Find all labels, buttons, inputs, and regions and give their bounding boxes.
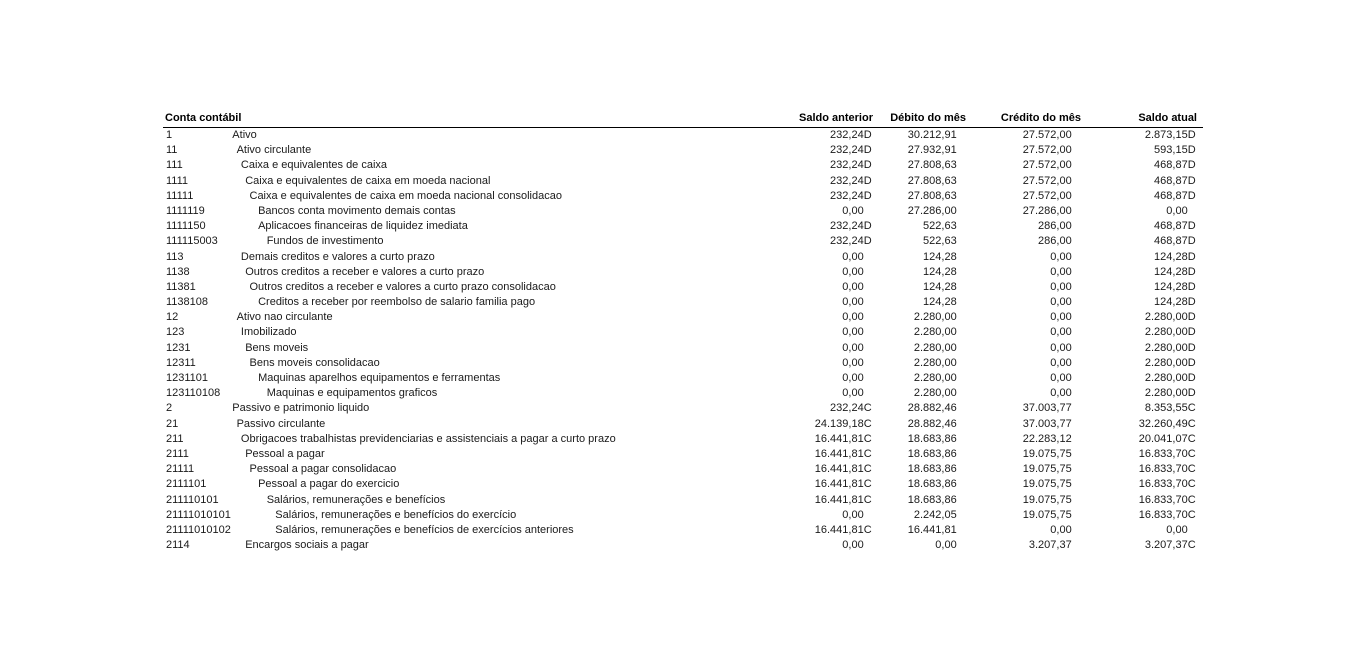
debit-credit-suffix: C xyxy=(1187,478,1196,491)
table-row xyxy=(163,189,1203,204)
debit-credit-suffix: C xyxy=(1187,402,1196,415)
debit-credit-suffix: D xyxy=(863,235,872,248)
table-row xyxy=(163,250,1203,265)
debito-do-mes-value: 2.280,00 xyxy=(836,371,966,386)
account-code: 2 xyxy=(166,402,173,415)
debito-do-mes-value: 18.683,86 xyxy=(836,477,966,492)
debit-credit-suffix: D xyxy=(1187,250,1196,263)
saldo-atual-value: 2.280,00 D xyxy=(1067,325,1197,340)
saldo-atual-value: 2.280,00 D xyxy=(1067,386,1197,401)
credito-do-mes-value: 0,00 xyxy=(951,523,1081,538)
saldo-anterior-value: 0,00 xyxy=(743,356,873,371)
debit-credit-suffix: D xyxy=(1187,220,1196,233)
saldo-atual-value: 8.353,55 C xyxy=(1067,401,1197,416)
credito-do-mes-value: 0,00 xyxy=(951,356,1081,371)
account-code: 123 xyxy=(166,326,185,339)
debit-credit-suffix: C xyxy=(1187,508,1196,521)
account-description: Salários, remunerações e benefícios do exercício xyxy=(275,508,517,521)
saldo-atual-value: 124,28 D xyxy=(1067,280,1197,295)
saldo-atual-value: 2.873,15 D xyxy=(1067,128,1197,143)
account-description: Caixa e equivalentes de caixa xyxy=(240,159,388,172)
saldo-anterior-value: 16.441,81 C xyxy=(743,462,873,477)
debito-do-mes-value: 2.280,00 xyxy=(836,356,966,371)
debito-do-mes-value: 27.932,91 xyxy=(836,143,966,158)
debito-do-mes-value: 16.441,81 xyxy=(836,523,966,538)
account-code: 211110101 xyxy=(166,493,219,506)
credito-do-mes-value: 0,00 xyxy=(951,295,1081,310)
debito-do-mes-value: 2.280,00 xyxy=(836,341,966,356)
debit-credit-suffix: C xyxy=(863,463,872,476)
saldo-atual-value: 20.041,07 C xyxy=(1067,432,1197,447)
debito-do-mes-value: 27.808,63 xyxy=(836,189,966,204)
debit-credit-suffix: D xyxy=(1187,189,1196,202)
column-header-saldo-atual: Saldo atual xyxy=(1138,112,1197,124)
table-row xyxy=(163,417,1203,432)
debit-credit-suffix: D xyxy=(1187,387,1196,400)
debit-credit-suffix: C xyxy=(863,432,872,445)
table-row xyxy=(163,371,1203,386)
account-code: 2114 xyxy=(166,539,190,552)
table-row xyxy=(163,310,1203,325)
account-description: Fundos de investimento xyxy=(266,235,384,248)
debit-credit-suffix: D xyxy=(863,189,872,202)
saldo-anterior-value: 16.441,81 C xyxy=(743,447,873,462)
credito-do-mes-value: 19.075,75 xyxy=(951,493,1081,508)
credito-do-mes-value: 19.075,75 xyxy=(951,508,1081,523)
debit-credit-suffix: C xyxy=(1187,493,1196,506)
table-row xyxy=(163,128,1203,143)
debit-credit-suffix: D xyxy=(1187,235,1196,248)
saldo-atual-value: 468,87 D xyxy=(1067,189,1197,204)
debito-do-mes-value: 124,28 xyxy=(836,280,966,295)
account-code: 21 xyxy=(166,417,179,430)
debit-credit-suffix: D xyxy=(1187,341,1196,354)
account-code: 11111 xyxy=(166,189,194,202)
account-code: 111115003 xyxy=(166,235,218,248)
debit-credit-suffix: D xyxy=(1187,296,1196,309)
saldo-anterior-value: 16.441,81 C xyxy=(743,477,873,492)
saldo-atual-value: 124,28 D xyxy=(1067,250,1197,265)
account-code: 211 xyxy=(166,432,184,445)
credito-do-mes-value: 0,00 xyxy=(951,250,1081,265)
debit-credit-suffix: D xyxy=(1187,159,1196,172)
account-code: 21111010101 xyxy=(166,508,231,521)
account-description: Bens moveis xyxy=(245,341,309,354)
credito-do-mes-value: 37.003,77 xyxy=(951,417,1081,432)
account-code: 2111101 xyxy=(166,478,207,491)
credito-do-mes-value: 22.283,12 xyxy=(951,432,1081,447)
saldo-atual-value: 16.833,70 C xyxy=(1067,462,1197,477)
saldo-anterior-value: 232,24 D xyxy=(743,234,873,249)
debit-credit-suffix: C xyxy=(1187,417,1196,430)
table-body xyxy=(163,128,1203,552)
debit-credit-suffix: D xyxy=(863,174,872,187)
saldo-anterior-value: 16.441,81 C xyxy=(743,523,873,538)
account-code: 11381 xyxy=(166,280,196,293)
saldo-atual-value: 124,28 D xyxy=(1067,295,1197,310)
account-code: 1138108 xyxy=(166,296,209,309)
credito-do-mes-value: 0,00 xyxy=(951,265,1081,280)
credito-do-mes-value: 0,00 xyxy=(951,386,1081,401)
table-header-row xyxy=(163,109,1203,128)
account-code: 1231101 xyxy=(166,372,209,384)
column-header-saldo-anterior: Saldo anterior xyxy=(799,112,873,124)
debito-do-mes-value: 124,28 xyxy=(836,295,966,310)
account-description: Pessoal a pagar consolidacao xyxy=(249,463,397,476)
credito-do-mes-value: 19.075,75 xyxy=(951,462,1081,477)
debito-do-mes-value: 27.286,00 xyxy=(836,204,966,219)
saldo-anterior-value: 0,00 xyxy=(743,250,873,265)
account-code: 111 xyxy=(166,159,183,172)
debit-credit-suffix xyxy=(1188,204,1197,219)
account-description: Passivo e patrimonio liquido xyxy=(232,402,370,415)
debito-do-mes-value: 522,63 xyxy=(836,234,966,249)
table-row xyxy=(163,523,1203,538)
account-code: 12 xyxy=(166,311,179,324)
table-row xyxy=(163,356,1203,371)
saldo-anterior-value: 0,00 xyxy=(743,371,873,386)
debito-do-mes-value: 124,28 xyxy=(836,265,966,280)
account-description: Ativo xyxy=(232,129,257,141)
debit-credit-suffix: C xyxy=(1187,463,1196,476)
saldo-atual-value: 32.260,49 C xyxy=(1067,417,1197,432)
table-row xyxy=(163,234,1203,249)
saldo-atual-value: 124,28 D xyxy=(1067,265,1197,280)
account-description: Outros creditos a receber e valores a curto prazo consolidacao xyxy=(249,280,556,293)
debit-credit-suffix: D xyxy=(863,220,872,233)
credito-do-mes-value: 27.572,00 xyxy=(951,143,1081,158)
table-row xyxy=(163,447,1203,462)
debito-do-mes-value: 30.212,91 xyxy=(836,128,966,143)
column-header-conta-contabil: Conta contábil xyxy=(165,112,242,124)
account-code: 1 xyxy=(166,129,173,141)
saldo-atual-value: 16.833,70 C xyxy=(1067,447,1197,462)
credito-do-mes-value: 27.286,00 xyxy=(951,204,1081,219)
credito-do-mes-value: 286,00 xyxy=(951,234,1081,249)
debito-do-mes-value: 2.280,00 xyxy=(836,325,966,340)
saldo-atual-value: 2.280,00 D xyxy=(1067,341,1197,356)
account-description: Maquinas e equipamentos graficos xyxy=(266,387,438,400)
saldo-anterior-value: 0,00 xyxy=(743,386,873,401)
saldo-anterior-value: 0,00 xyxy=(743,204,873,219)
account-code: 11 xyxy=(166,144,178,157)
table-row xyxy=(163,477,1203,492)
table-row-partial xyxy=(163,538,1203,553)
column-header-debito-do-mes: Débito do mês xyxy=(890,112,966,124)
saldo-anterior-value: 0,00 xyxy=(743,310,873,325)
account-description: Creditos a receber por reembolso de salario familia pago xyxy=(258,296,536,309)
account-code: 113 xyxy=(166,250,184,263)
saldo-atual-value: 468,87 D xyxy=(1067,219,1197,234)
debit-credit-suffix: C xyxy=(863,417,872,430)
debit-credit-suffix: C xyxy=(863,478,872,491)
saldo-anterior-value: 0,00 xyxy=(743,295,873,310)
debit-credit-suffix xyxy=(1188,523,1197,538)
saldo-anterior-value: 0,00 xyxy=(743,341,873,356)
saldo-anterior-value: 0,00 xyxy=(743,508,873,523)
credito-do-mes-value: 37.003,77 xyxy=(951,401,1081,416)
table-row xyxy=(163,295,1203,310)
account-description: Caixa e equivalentes de caixa em moeda nacional xyxy=(245,174,491,187)
table-row xyxy=(163,493,1203,508)
saldo-atual-value: 468,87 D xyxy=(1067,174,1197,189)
account-description: Maquinas aparelhos equipamentos e ferramentas xyxy=(258,372,501,384)
credito-do-mes-value: 3.207,37 xyxy=(951,538,1081,553)
credito-do-mes-value: 19.075,75 xyxy=(951,447,1081,462)
debit-credit-suffix: D xyxy=(1187,326,1196,339)
account-code: 1138 xyxy=(166,265,190,278)
debito-do-mes-value: 18.683,86 xyxy=(836,432,966,447)
saldo-atual-value: 16.833,70 C xyxy=(1067,493,1197,508)
debit-credit-suffix: D xyxy=(1187,356,1196,369)
table-row xyxy=(163,386,1203,401)
saldo-atual-value: 16.833,70 C xyxy=(1067,508,1197,523)
column-header-credito-do-mes: Crédito do mês xyxy=(1000,112,1081,124)
saldo-atual-value: 0,00 xyxy=(1067,204,1197,219)
credito-do-mes-value: 19.075,75 xyxy=(951,477,1081,492)
debito-do-mes-value: 27.808,63 xyxy=(836,174,966,189)
debit-credit-suffix: D xyxy=(863,144,872,157)
table-row xyxy=(163,158,1203,173)
table-row xyxy=(163,204,1203,219)
saldo-anterior-value: 0,00 xyxy=(743,280,873,295)
credito-do-mes-value: 0,00 xyxy=(951,280,1081,295)
debito-do-mes-value: 124,28 xyxy=(836,250,966,265)
table-row xyxy=(163,325,1203,340)
table-row xyxy=(163,508,1203,523)
debit-credit-suffix: C xyxy=(863,402,872,415)
account-code: 21111 xyxy=(166,463,195,476)
debit-credit-suffix: D xyxy=(863,159,872,172)
saldo-anterior-value: 24.139,18 C xyxy=(743,417,873,432)
debito-do-mes-value: 2.280,00 xyxy=(836,386,966,401)
account-description: Obrigacoes trabalhistas previdenciarias e assistenciais a pagar a curto prazo xyxy=(240,432,616,445)
account-description: Caixa e equivalentes de caixa em moeda nacional consolidacao xyxy=(249,189,562,202)
saldo-atual-value: 2.280,00 D xyxy=(1067,310,1197,325)
account-description: Salários, remunerações e benefícios de exercícios anteriores xyxy=(275,523,574,536)
credito-do-mes-value: 27.572,00 xyxy=(951,158,1081,173)
debito-do-mes-value: 28.882,46 xyxy=(836,401,966,416)
account-description: Bens moveis consolidacao xyxy=(249,356,380,369)
table-row xyxy=(163,265,1203,280)
account-code: 12311 xyxy=(166,356,196,369)
debit-credit-suffix: C xyxy=(1187,539,1196,552)
debito-do-mes-value: 18.683,86 xyxy=(836,493,966,508)
debito-do-mes-value: 0,00 xyxy=(836,538,966,553)
trial-balance-table xyxy=(163,109,1203,552)
debit-credit-suffix: C xyxy=(1187,432,1196,445)
table-row xyxy=(163,401,1203,416)
account-description: Outros creditos a receber e valores a curto prazo xyxy=(245,265,485,278)
debito-do-mes-value: 28.882,46 xyxy=(836,417,966,432)
debito-do-mes-value: 2.242,05 xyxy=(836,508,966,523)
account-description: Passivo circulante xyxy=(236,417,326,430)
saldo-anterior-value: 0,00 xyxy=(743,325,873,340)
account-code: 1111119 xyxy=(166,204,205,217)
table-row xyxy=(163,341,1203,356)
account-code: 1231 xyxy=(166,341,191,354)
saldo-anterior-value: 16.441,81 C xyxy=(743,432,873,447)
saldo-atual-value: 2.280,00 D xyxy=(1067,356,1197,371)
saldo-anterior-value: 232,24 D xyxy=(743,143,873,158)
table-row xyxy=(163,462,1203,477)
saldo-anterior-value: 0,00 xyxy=(743,538,873,553)
credito-do-mes-value: 0,00 xyxy=(951,325,1081,340)
saldo-anterior-value: 232,24 D xyxy=(743,158,873,173)
saldo-anterior-value: 232,24 D xyxy=(743,174,873,189)
credito-do-mes-value: 0,00 xyxy=(951,341,1081,356)
account-description: Ativo nao circulante xyxy=(236,311,333,324)
account-description: Aplicacoes financeiras de liquidez imediata xyxy=(258,220,468,233)
saldo-atual-value: 0,00 xyxy=(1067,523,1197,538)
debit-credit-suffix: D xyxy=(863,129,872,141)
account-code: 2111 xyxy=(166,447,189,460)
account-description: Encargos sociais a pagar xyxy=(245,539,369,552)
debito-do-mes-value: 27.808,63 xyxy=(836,158,966,173)
credito-do-mes-value: 286,00 xyxy=(951,219,1081,234)
debito-do-mes-value: 522,63 xyxy=(836,219,966,234)
account-code: 21111010102 xyxy=(166,523,231,536)
debito-do-mes-value: 18.683,86 xyxy=(836,447,966,462)
debit-credit-suffix: C xyxy=(863,493,872,506)
debit-credit-suffix: D xyxy=(1187,129,1196,141)
credito-do-mes-value: 0,00 xyxy=(951,310,1081,325)
saldo-atual-value: 468,87 D xyxy=(1067,234,1197,249)
saldo-atual-value: 16.833,70 C xyxy=(1067,477,1197,492)
saldo-atual-value: 2.280,00 D xyxy=(1067,371,1197,386)
credito-do-mes-value: 27.572,00 xyxy=(951,174,1081,189)
credito-do-mes-value: 0,00 xyxy=(951,371,1081,386)
table-row xyxy=(163,280,1203,295)
table-row xyxy=(163,432,1203,447)
saldo-anterior-value: 232,24 C xyxy=(743,401,873,416)
credito-do-mes-value: 27.572,00 xyxy=(951,189,1081,204)
account-code: 1111 xyxy=(166,174,189,187)
debit-credit-suffix: C xyxy=(863,447,872,460)
account-description: Demais creditos e valores a curto prazo xyxy=(240,250,435,263)
debit-credit-suffix: D xyxy=(1187,144,1196,157)
debit-credit-suffix: D xyxy=(1187,280,1196,293)
account-description: Salários, remunerações e benefícios xyxy=(266,493,446,506)
debito-do-mes-value: 2.280,00 xyxy=(836,310,966,325)
debit-credit-suffix: C xyxy=(863,523,872,536)
account-description: Imobilizado xyxy=(240,326,297,339)
table-row xyxy=(163,143,1203,158)
saldo-atual-value: 3.207,37 C xyxy=(1067,538,1197,553)
saldo-anterior-value: 16.441,81 C xyxy=(743,493,873,508)
credito-do-mes-value: 27.572,00 xyxy=(951,128,1081,143)
saldo-anterior-value: 0,00 xyxy=(743,265,873,280)
debit-credit-suffix: C xyxy=(1187,447,1196,460)
debito-do-mes-value: 18.683,86 xyxy=(836,462,966,477)
debit-credit-suffix: D xyxy=(1187,372,1196,384)
table-row xyxy=(163,219,1203,234)
account-description: Ativo circulante xyxy=(236,144,312,157)
saldo-anterior-value: 232,24 D xyxy=(743,189,873,204)
debit-credit-suffix: D xyxy=(1187,311,1196,324)
saldo-atual-value: 593,15 D xyxy=(1067,143,1197,158)
account-code: 123110108 xyxy=(166,387,221,400)
table-row xyxy=(163,174,1203,189)
debit-credit-suffix: D xyxy=(1187,265,1196,278)
saldo-anterior-value: 232,24 D xyxy=(743,219,873,234)
account-description: Pessoal a pagar do exercicio xyxy=(258,478,400,491)
saldo-atual-value: 468,87 D xyxy=(1067,158,1197,173)
saldo-anterior-value: 232,24 D xyxy=(743,128,873,143)
account-description: Pessoal a pagar xyxy=(245,447,325,460)
account-code: 1111150 xyxy=(166,220,206,233)
debit-credit-suffix: D xyxy=(1187,174,1196,187)
account-description: Bancos conta movimento demais contas xyxy=(258,204,456,217)
